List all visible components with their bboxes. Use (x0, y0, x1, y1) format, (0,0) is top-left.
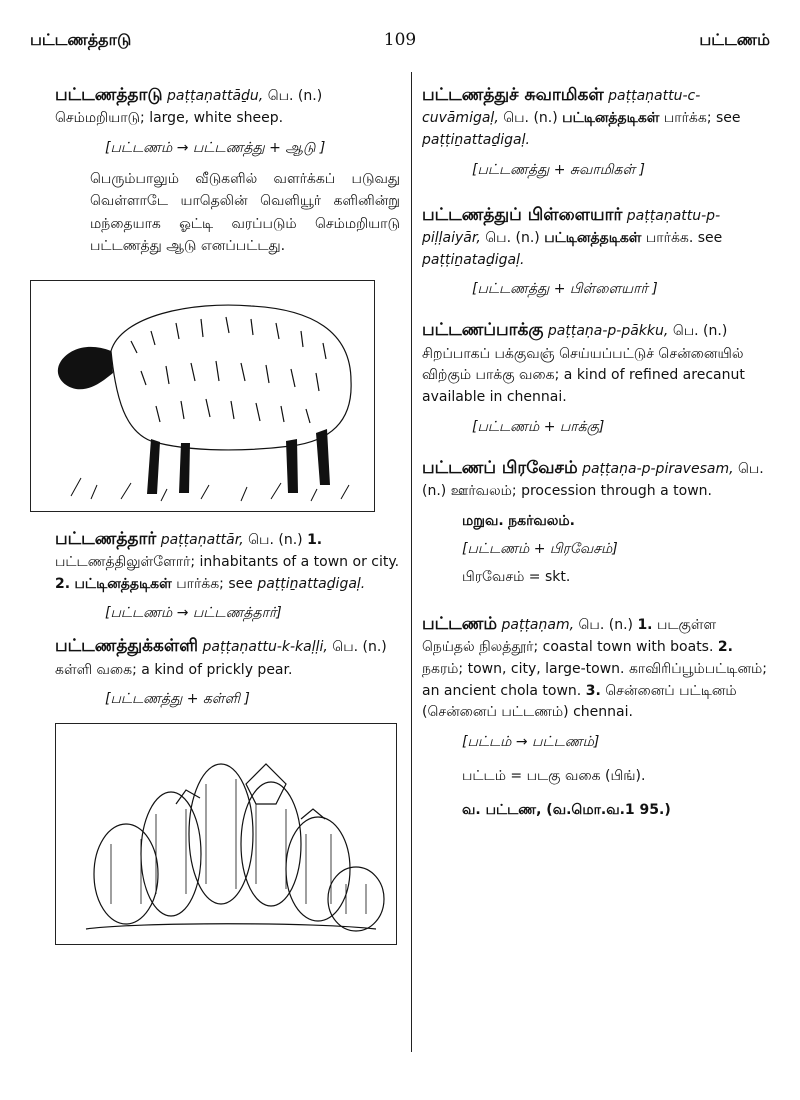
sense-number-3: 3. (585, 682, 601, 699)
transliteration: paṭṭaṇattu-c-cuvāmigaḷ, (422, 88, 701, 127)
definition-1: பட்டணத்திலுள்ளோர்; inhabitants of a town or city. (55, 553, 400, 570)
language-note: பிரவேசம் = skt. (462, 568, 571, 585)
cross-ref-tamil: பட்டினத்தடிகள் (74, 575, 172, 592)
etymology: [பட்டணம் → பட்டணத்து + ஆடு ] (105, 140, 326, 157)
transliteration: paṭṭaṇattār, (160, 531, 244, 548)
headword: பட்டணத்தாடு (55, 85, 163, 105)
cross-ref: paṭṭiṉattaḏigaḷ. (257, 575, 366, 592)
part-of-speech: பெ. (n.) (248, 531, 303, 548)
header-right-guideword: பட்டணம் (699, 30, 770, 49)
headword: பட்டணத்துப் பிள்ளையார் (422, 204, 623, 225)
definition: சிறப்பாகப் பக்குவஞ் செய்யப்பட்டுச் சென்னையில் விற்கும் பாக்கு வகை; a kind of refined arecanut available in chennai. (422, 345, 745, 406)
headword: பட்டணப் பிரவேசம் (422, 457, 578, 478)
synonym-line (462, 513, 767, 531)
part-of-speech: பெ. (n.) (578, 616, 633, 633)
headword: பட்டணத்துக்கள்ளி (55, 636, 199, 657)
etymology: [பட்டணத்து + சுவாமிகள் ] (472, 161, 645, 178)
sense-number-2: 2. (717, 639, 733, 656)
sheep-icon (31, 281, 374, 511)
headword: பட்டணத்தார் (55, 528, 157, 549)
definition: பார்க்க. see (645, 230, 723, 247)
sense-number-1: 1. (307, 531, 323, 548)
transliteration: paṭṭaṇattāḏu, (167, 88, 264, 104)
etymology: [பட்டணத்து + கள்ளி ] (105, 691, 250, 708)
entry-pattanattukkalli (55, 633, 400, 681)
part-of-speech: பெ. (n.) (503, 110, 558, 127)
definition-1: படகுள்ள நெய்தல் நிலத்தூர்; coastal town with boats. (422, 616, 717, 656)
entry-pattanattuc-cuvamigal (422, 82, 767, 152)
transliteration: paṭṭaṇa-p-piravesam, (582, 460, 734, 477)
etymology: [பட்டணம் + பிரவேசம்] (462, 540, 618, 557)
sense-number-1: 1. (637, 616, 653, 633)
etymology: [பட்டணம் → பட்டணத்தார்] (105, 605, 282, 622)
definition-3: சென்னைப் பட்டினம் (சென்னைப் பட்டணம்) chennai. (422, 682, 737, 721)
headword: பட்டணம் (422, 613, 498, 634)
synonym: நகர்வலம். (508, 512, 575, 529)
part-of-speech: பெ. (n.) (485, 230, 540, 247)
entry-pattanattup-pillaiyar (422, 202, 767, 272)
definition: ஊர்வலம்; procession through a town. (450, 483, 712, 500)
cross-ref: paṭṭiṉataḏigaḷ. (422, 251, 525, 268)
page-number: 109 (383, 30, 417, 50)
etymology: [பட்டணத்து + பிள்ளையார் ] (472, 281, 658, 298)
transliteration: paṭṭaṇa-p-pākku, (547, 323, 669, 340)
part-of-speech: பெ. (n.) (422, 460, 764, 500)
part-of-speech: பெ. (n.) (672, 323, 728, 340)
cross-ref-tamil: பட்டினத்தடிகள் (562, 110, 660, 127)
entry-pattanap-piravesam (422, 455, 767, 503)
part-of-speech: பெ. (n.) (332, 639, 387, 656)
entry-pattanam (422, 611, 767, 724)
transliteration: paṭṭaṇattu-k-kaḷḷi, (202, 639, 328, 656)
sense-number-2: 2. (55, 575, 71, 592)
definition-2: நகரம்; town, city, large-town. காவிரிப்பூம்பட்டினம்; an ancient chola town. (422, 660, 768, 699)
definition: செம்மறியாடு; large, white sheep. (55, 110, 284, 127)
right-column (422, 82, 767, 828)
definition: பார்க்க; see (663, 110, 741, 127)
entry-pattanattadu (55, 82, 400, 130)
sheep-illustration (30, 280, 375, 512)
transliteration: paṭṭaṇattu-p-piḷḷaiyār, (422, 207, 721, 247)
etymology: [பட்டணம் + பாக்கு] (472, 418, 605, 435)
column-divider (411, 72, 412, 1052)
page-header (30, 30, 770, 60)
reference: வ. பட்டண, (வ.மொ.வ.1 95.) (462, 801, 671, 818)
etymology: [பட்டம் → பட்டணம்] (462, 733, 600, 750)
transliteration: paṭṭaṇam, (501, 616, 575, 633)
explanatory-note: பெரும்பாலும் வீடுகளில் வளர்க்கப் படுவது வெள்ளாடே யாதெலின் வெளியூர் களினின்று மந்தையாக ஓட்டி வரப்படும் செம்மறியாடு பட்டணத்து ஆடு எனப்பட்டது. (90, 171, 400, 255)
synonym-label: மறுவ. (462, 512, 504, 529)
prickly-pear-illustration (55, 723, 397, 945)
header-left-guideword: பட்டணத்தாடு (30, 30, 132, 49)
left-column (55, 82, 400, 945)
cactus-icon (56, 724, 396, 944)
headword: பட்டணத்துச் சுவாமிகள் (422, 85, 604, 105)
definition-2: பார்க்க; see (176, 575, 253, 592)
part-of-speech: பெ. (n.) (267, 88, 323, 104)
definition: கள்ளி வகை; a kind of prickly pear. (55, 661, 293, 678)
headword: பட்டணப்பாக்கு (422, 320, 544, 341)
entry-pattanappakku (422, 317, 767, 408)
entry-pattanattar (55, 526, 400, 596)
cross-ref-tamil: பட்டினத்தடிகள் (544, 230, 642, 247)
cross-ref: paṭṭiṉattaḏigaḷ. (422, 132, 530, 149)
explanatory-note: பட்டம் = படகு வகை (பிங்). (462, 767, 646, 784)
